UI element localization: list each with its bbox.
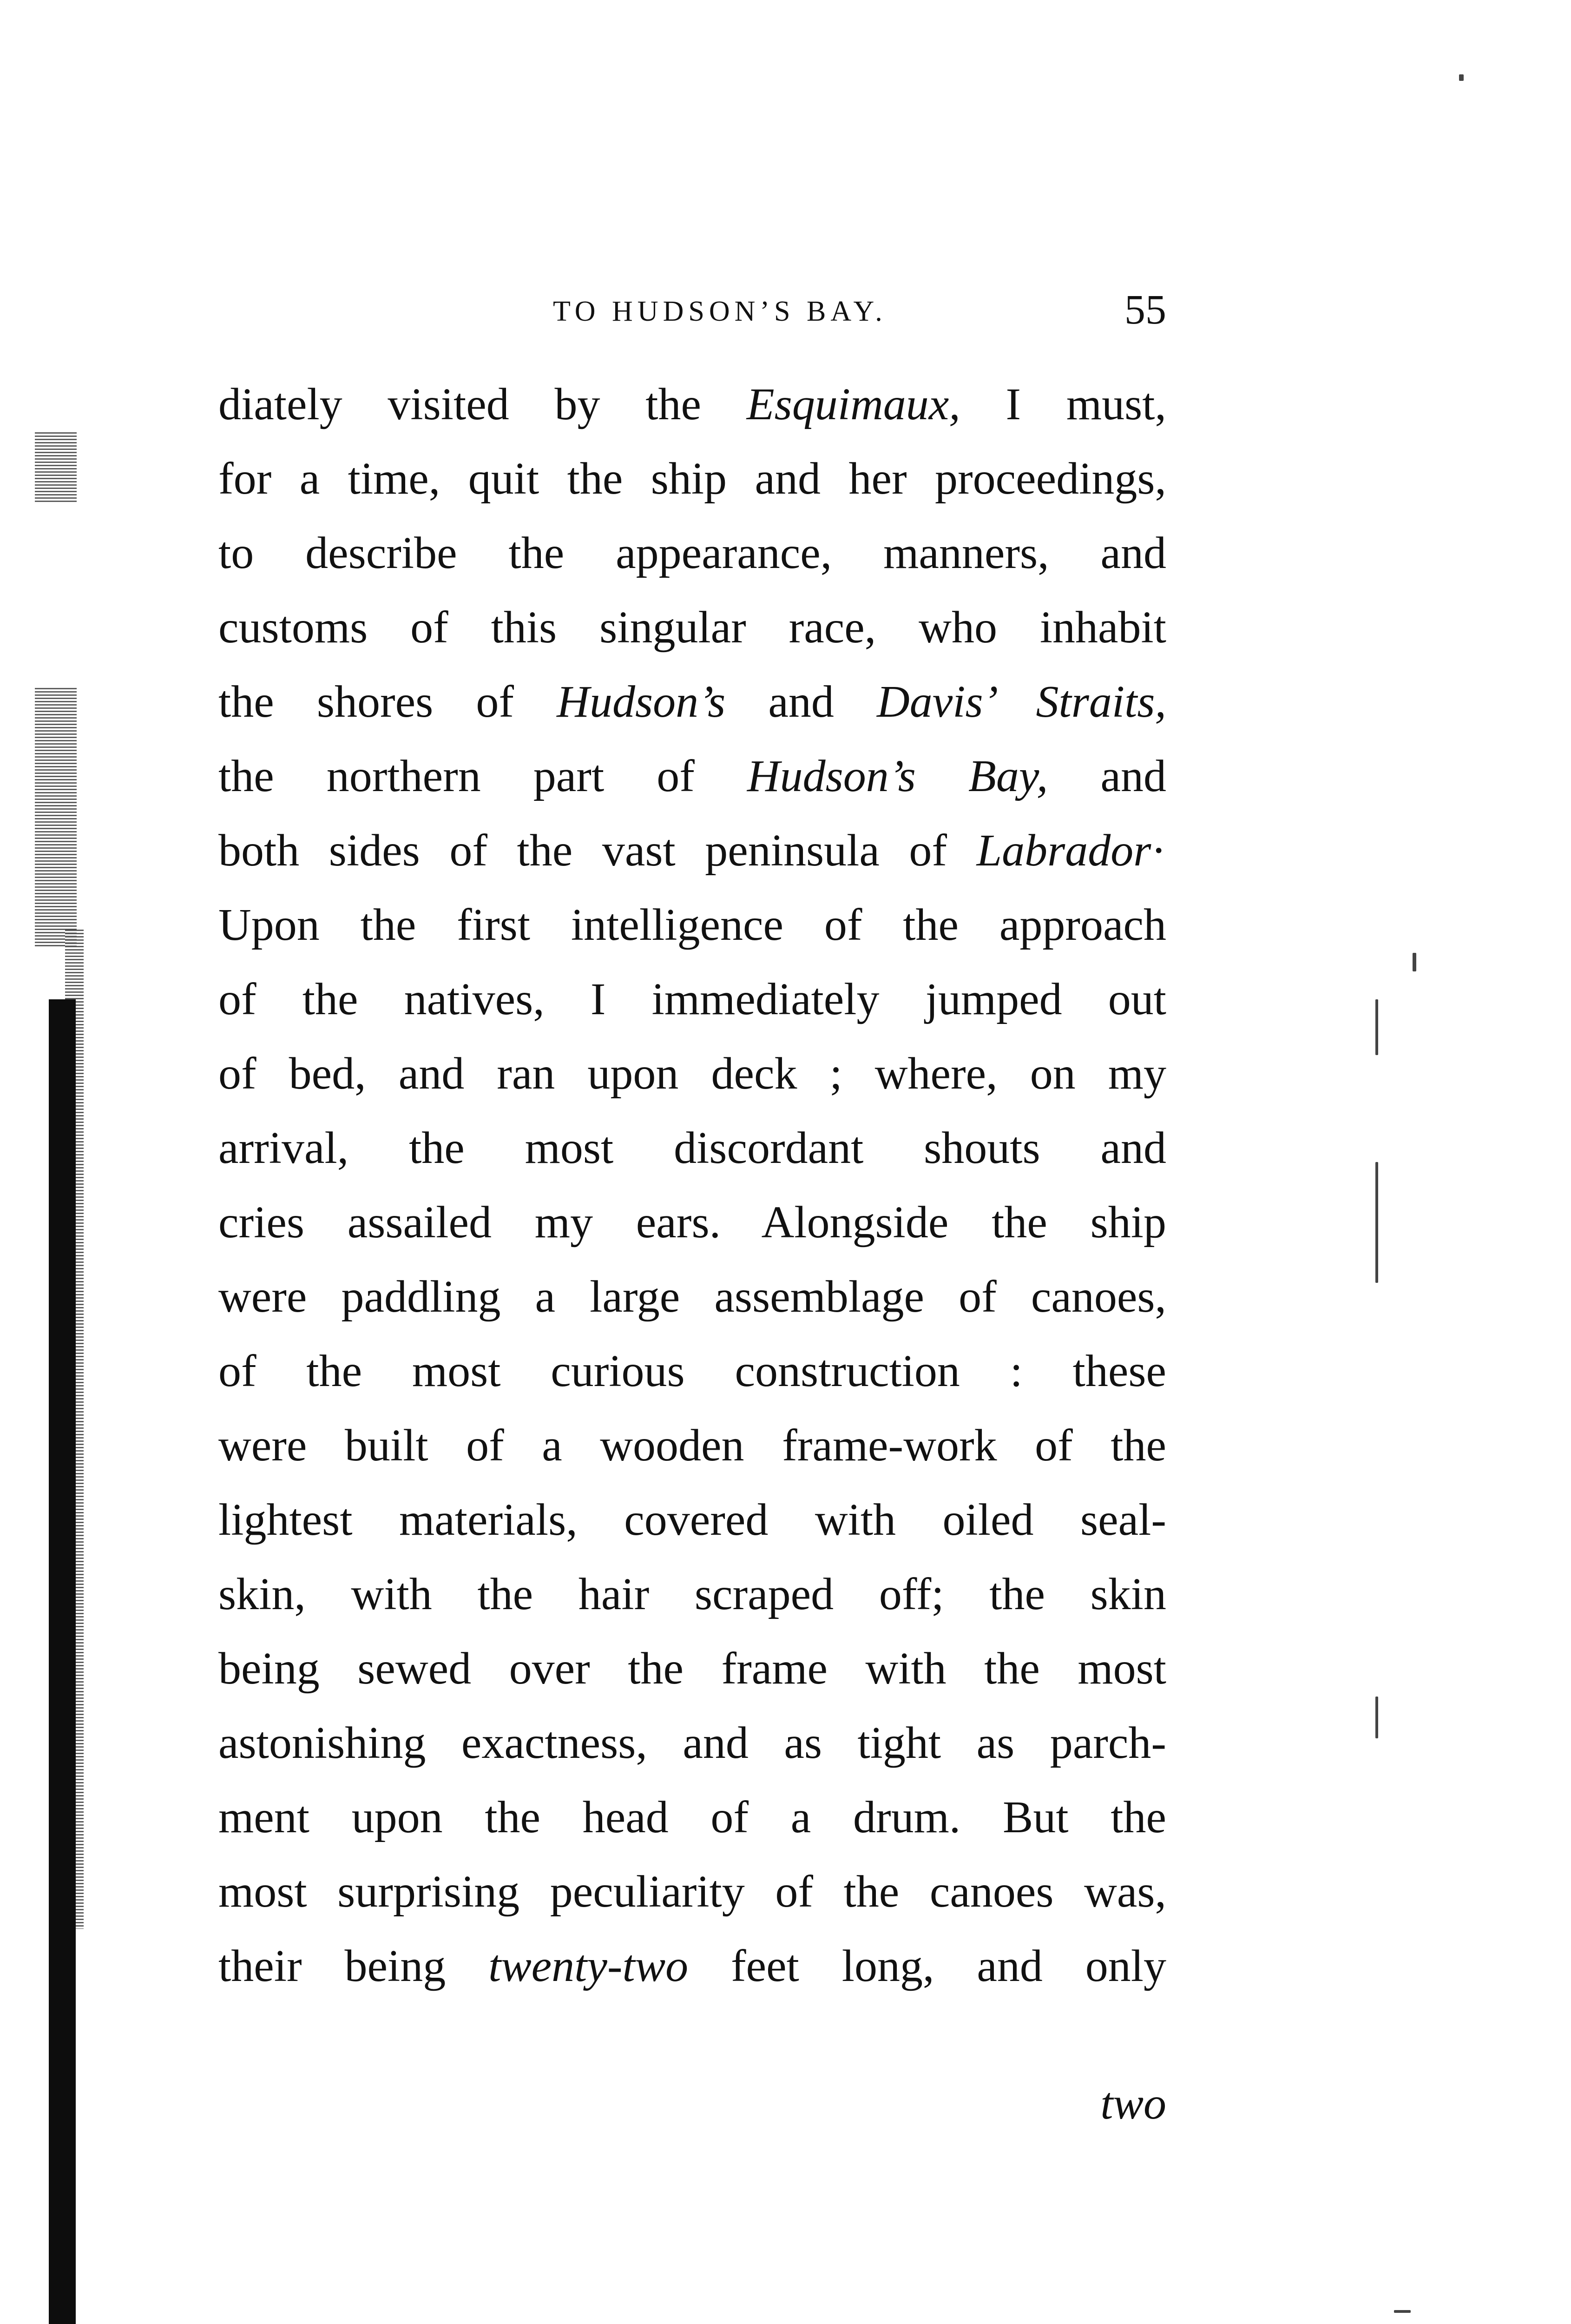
scan-dust bbox=[1375, 1697, 1378, 1738]
text-run: ment upon the head of a drum. But the bbox=[218, 1792, 1166, 1842]
text-run: customs of this singular race, who inhabit bbox=[218, 602, 1166, 653]
text-run: and bbox=[1048, 751, 1166, 801]
italic-text: Davis’ Straits, bbox=[877, 677, 1166, 727]
text-run: feet long, and only bbox=[688, 1941, 1167, 1991]
body-text bbox=[218, 367, 1166, 2003]
italic-text: twenty-two bbox=[488, 1941, 689, 1991]
text-run: skin, with the hair scraped off; the skin bbox=[218, 1569, 1166, 1619]
text-line bbox=[218, 1855, 1166, 1929]
text-line bbox=[218, 1260, 1166, 1334]
scan-dust bbox=[1459, 74, 1464, 81]
text-run: both sides of the vast peninsula of bbox=[218, 825, 977, 876]
text-line bbox=[218, 1334, 1166, 1408]
text-line bbox=[218, 1483, 1166, 1557]
text-run: I must, bbox=[960, 379, 1166, 429]
page-number: 55 bbox=[1124, 287, 1166, 333]
text-run: cries assailed my ears. Alongside the ship bbox=[218, 1197, 1166, 1248]
scan-dust bbox=[1375, 1162, 1378, 1283]
text-line bbox=[218, 1780, 1166, 1855]
text-run: for a time, quit the ship and her proceedings, bbox=[218, 454, 1166, 504]
scan-gutter-shadow bbox=[35, 688, 77, 948]
text-run: most surprising peculiarity of the canoes was, bbox=[218, 1867, 1166, 1917]
text-line bbox=[218, 516, 1166, 590]
text-run: lightest materials, covered with oiled seal- bbox=[218, 1495, 1166, 1545]
text-line bbox=[218, 665, 1166, 739]
scan-dust bbox=[1413, 953, 1416, 971]
text-line bbox=[218, 1408, 1166, 1483]
scan-gutter-shadow bbox=[35, 432, 77, 502]
text-line bbox=[218, 590, 1166, 665]
text-line bbox=[218, 888, 1166, 962]
text-line bbox=[218, 1111, 1166, 1185]
text-run: were built of a wooden frame-work of the bbox=[218, 1420, 1166, 1471]
text-line bbox=[218, 1557, 1166, 1631]
text-line bbox=[218, 962, 1166, 1037]
text-run: arrival, the most discordant shouts and bbox=[218, 1123, 1166, 1173]
text-line bbox=[218, 813, 1166, 888]
scan-dust bbox=[1394, 2310, 1411, 2313]
text-line bbox=[218, 1185, 1166, 1260]
italic-text: Esquimaux, bbox=[746, 379, 960, 429]
italic-text: Hudson’s bbox=[557, 677, 726, 727]
running-head-title: TO HUDSON’S BAY. bbox=[553, 296, 887, 327]
text-line bbox=[218, 1706, 1166, 1780]
text-run: their being bbox=[218, 1941, 489, 1991]
text-run: of bed, and ran upon deck ; where, on my bbox=[218, 1049, 1166, 1099]
scan-dust bbox=[1375, 999, 1378, 1055]
text-run: the northern part of bbox=[218, 751, 747, 801]
scan-gutter-bar bbox=[49, 999, 76, 2324]
text-line bbox=[218, 1037, 1166, 1111]
text-line bbox=[218, 442, 1166, 516]
text-line bbox=[218, 1929, 1166, 2003]
catchword: two bbox=[1100, 2079, 1166, 2129]
text-run: and bbox=[725, 677, 877, 727]
text-run: Upon the first intelligence of the approach bbox=[218, 900, 1166, 950]
text-run: the shores of bbox=[218, 677, 557, 727]
text-run: of the natives, I immediately jumped out bbox=[218, 974, 1166, 1024]
italic-text: Labrador bbox=[976, 825, 1151, 876]
text-run: were paddling a large assemblage of canoes, bbox=[218, 1272, 1166, 1322]
text-run: astonishing exactness, and as tight as parch- bbox=[218, 1718, 1166, 1768]
text-line bbox=[218, 1631, 1166, 1706]
text-line bbox=[218, 739, 1166, 813]
text-run: of the most curious construction : these bbox=[218, 1346, 1166, 1396]
text-run: being sewed over the frame with the most bbox=[218, 1644, 1166, 1694]
text-run: · bbox=[1151, 825, 1166, 876]
text-line bbox=[218, 367, 1166, 442]
running-head bbox=[553, 286, 1166, 342]
text-run: to describe the appearance, manners, and bbox=[218, 528, 1166, 578]
italic-text: Hudson’s Bay, bbox=[747, 751, 1048, 801]
text-run: diately visited by the bbox=[218, 379, 747, 429]
